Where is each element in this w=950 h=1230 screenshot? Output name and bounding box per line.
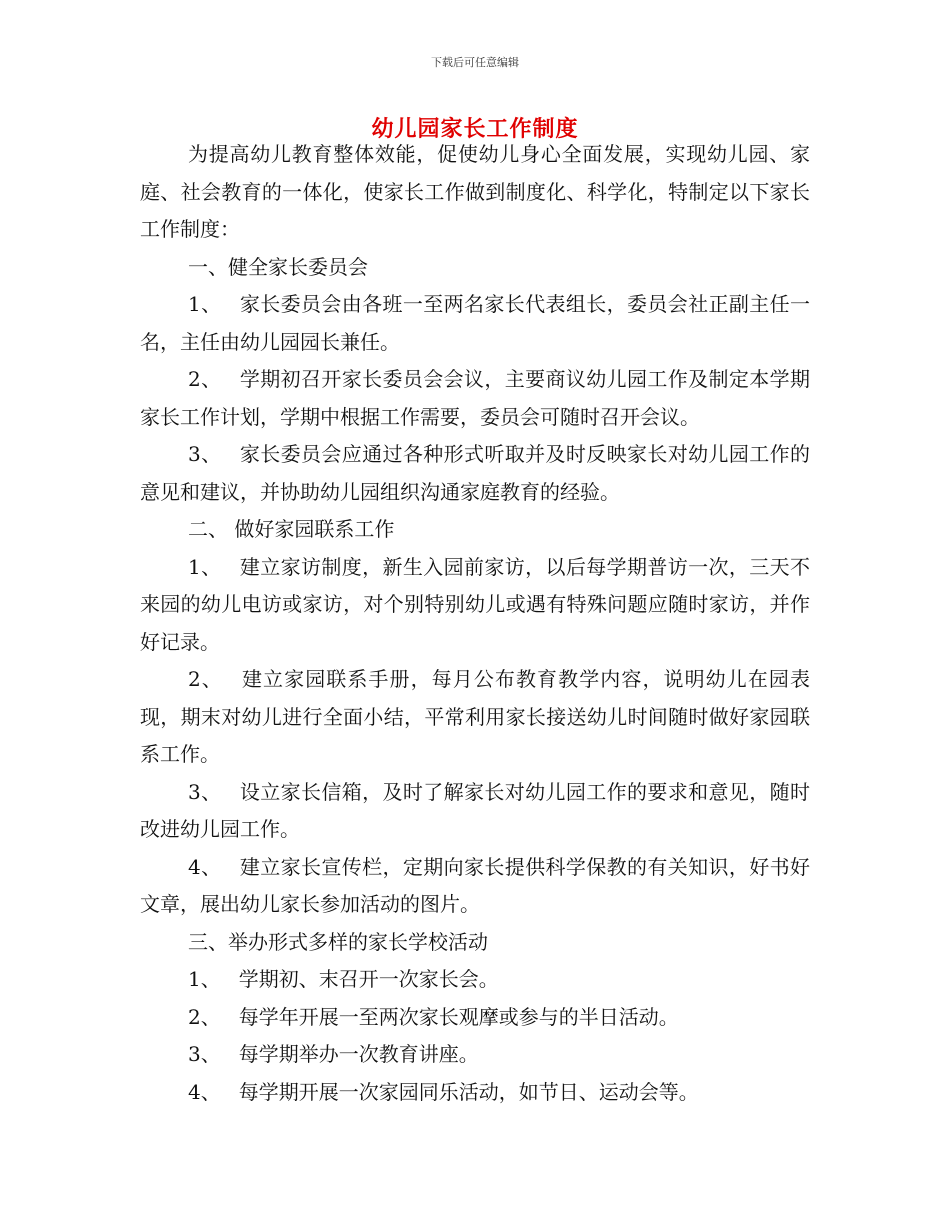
item-number: 4、 — [188, 854, 222, 879]
item-number: 3、 — [188, 442, 222, 466]
list-item — [140, 549, 810, 662]
header-note: 下载后可任意编辑 — [431, 56, 519, 69]
list-item — [140, 286, 810, 361]
item-number: 1、 — [188, 292, 222, 316]
list-item — [140, 961, 810, 999]
section-heading: 二、 做好家园联系工作 — [188, 517, 395, 541]
list-item — [140, 849, 810, 924]
document-body — [140, 136, 810, 1111]
item-number: 2、 — [188, 667, 223, 691]
item-number: 1、 — [188, 967, 221, 991]
list-item — [140, 1036, 810, 1074]
list-item — [140, 661, 810, 774]
document-title: 幼儿园家长工作制度 — [371, 117, 579, 142]
list-item — [140, 361, 810, 436]
section-heading: 三、举办形式多样的家长学校活动 — [188, 929, 488, 954]
item-number: 4、 — [188, 1079, 221, 1104]
item-text: 家长委员会由各班一至两名家长代表组长，委员会社正副主任一名，主任由幼儿园园长兼任。 — [140, 292, 810, 354]
item-text: 学期初、末召开一次家长会。 — [238, 967, 499, 991]
item-text: 家长委员会应通过各种形式听取并及时反映家长对幼儿园工作的意见和建议，并协助幼儿园组织沟通家庭教育的经验。 — [140, 442, 810, 504]
item-number: 3、 — [188, 779, 222, 804]
section-heading: 一、健全家长委员会 — [188, 254, 368, 279]
item-text: 设立家长信箱，及时了解家长对幼儿园工作的要求和意见，随时改进幼儿园工作。 — [140, 779, 810, 841]
list-item — [140, 999, 810, 1037]
item-text: 每学期开展一次家园同乐活动，如节日、运动会等。 — [238, 1079, 699, 1104]
list-item — [140, 1074, 810, 1112]
item-number: 3、 — [188, 1042, 221, 1066]
intro-paragraph: 为提高幼儿教育整体效能，促使幼儿身心全面发展，实现幼儿园、家庭、社会教育的一体化，使家长工作做到制度化、科学化，特制定以下家长工作制度： — [140, 142, 810, 241]
item-text: 每学期举办一次教育讲座。 — [238, 1042, 479, 1066]
list-item — [140, 774, 810, 849]
item-text: 建立家园联系手册，每月公布教育教学内容，说明幼儿在园表现，期末对幼儿进行全面小结，平常利用家长接送幼儿时间随时做好家园联系工作。 — [140, 667, 810, 766]
item-number: 1、 — [188, 554, 222, 579]
item-text: 每学年开展一至两次家长观摩或参与的半日活动。 — [238, 1004, 679, 1029]
item-text: 建立家访制度，新生入园前家访，以后每学期普访一次，三天不来园的幼儿电访或家访，对个别特别幼儿或遇有特殊问题应随时家访，并作好记录。 — [140, 554, 810, 654]
list-item — [140, 436, 810, 511]
item-number: 2、 — [188, 1004, 221, 1029]
item-text: 学期初召开家长委员会会议，主要商议幼儿园工作及制定本学期家长工作计划，学期中根据工作需要，委员会可随时召开会议。 — [140, 367, 810, 429]
item-number: 2、 — [188, 367, 222, 391]
item-text: 建立家长宣传栏，定期向家长提供科学保教的有关知识，好书好文章，展出幼儿家长参加活动的图片。 — [140, 854, 810, 916]
